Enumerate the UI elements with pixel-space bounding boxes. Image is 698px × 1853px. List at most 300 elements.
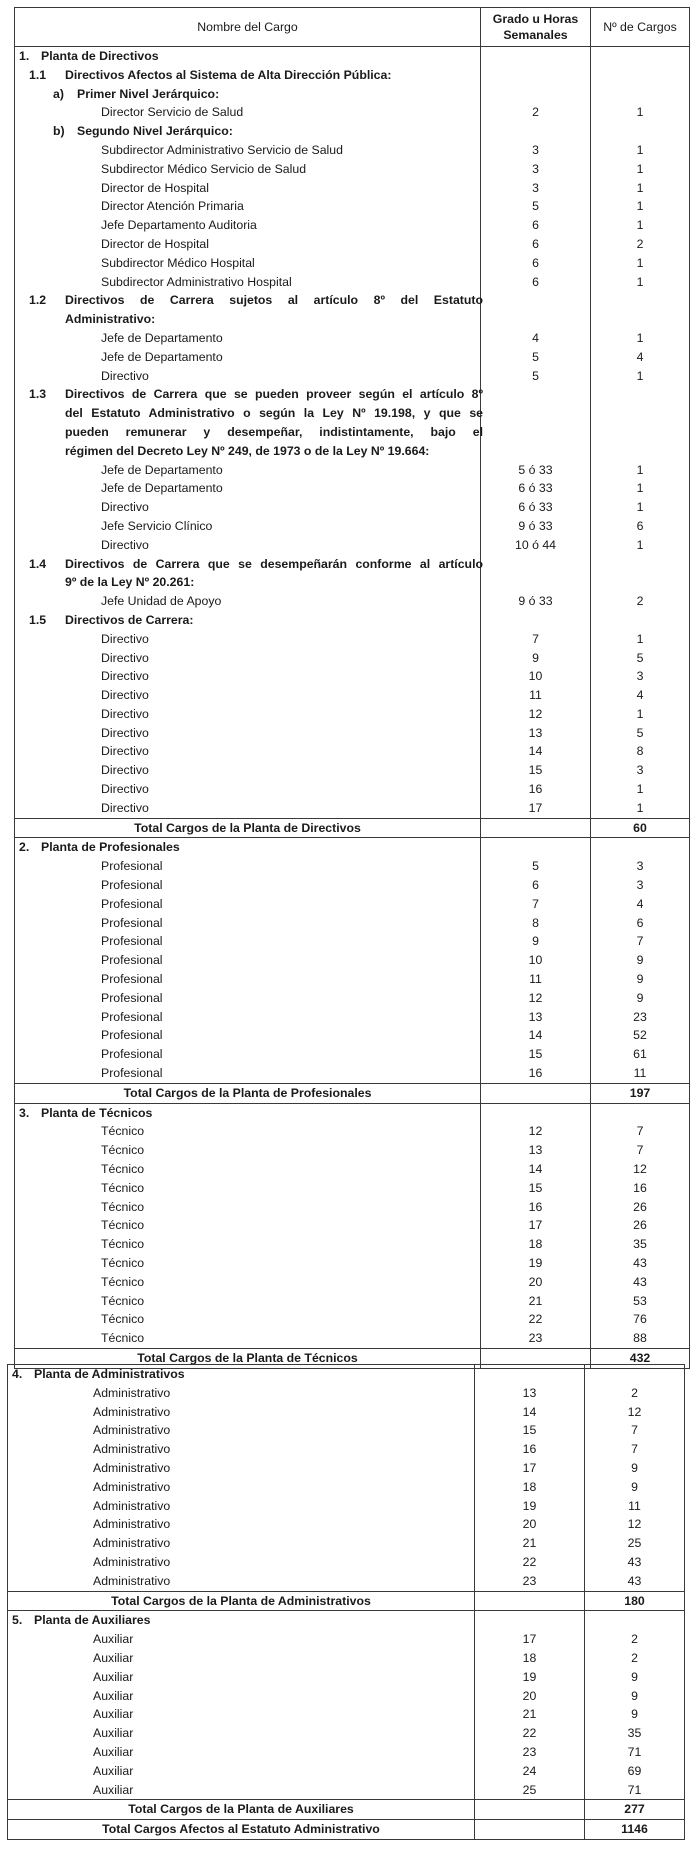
position-name: Técnico <box>15 1141 481 1160</box>
table-row <box>15 160 690 179</box>
position-count: 3 <box>591 667 690 686</box>
position-grade: 23 <box>481 1329 591 1348</box>
position-grade: 10 <box>481 951 591 970</box>
position-grade: 6 <box>481 254 591 273</box>
position-grade: 6 <box>481 235 591 254</box>
table-row <box>15 498 690 517</box>
section-heading-cell <box>15 838 481 857</box>
position-grade: 12 <box>481 989 591 1008</box>
position-name: Auxiliar <box>8 1630 475 1649</box>
table-row <box>15 1160 690 1179</box>
empty-count-cell <box>591 1103 690 1122</box>
position-grade: 9 <box>481 932 591 951</box>
table-row <box>15 914 690 933</box>
position-count: 61 <box>591 1045 690 1064</box>
position-grade: 20 <box>481 1273 591 1292</box>
table-row <box>15 329 690 348</box>
subsection-heading-cell <box>15 573 481 592</box>
table-row <box>15 742 690 761</box>
position-count: 1 <box>591 254 690 273</box>
position-grade: 3 <box>481 141 591 160</box>
position-count: 7 <box>591 1141 690 1160</box>
position-count: 1 <box>591 197 690 216</box>
position-count: 1 <box>591 160 690 179</box>
position-name: Administrativo <box>8 1440 475 1459</box>
position-count: 1 <box>591 479 690 498</box>
section-number: 2. <box>19 840 30 855</box>
empty-count-cell <box>585 1611 685 1630</box>
empty-count-cell <box>591 47 690 66</box>
table-row <box>8 1724 685 1743</box>
position-count: 2 <box>591 592 690 611</box>
position-name: Auxiliar <box>8 1781 475 1800</box>
table-row <box>8 1384 685 1403</box>
table-row <box>15 1292 690 1311</box>
total-label: Total Cargos de la Planta de Técnicos <box>15 1348 481 1368</box>
position-count: 43 <box>591 1273 690 1292</box>
position-name: Profesional <box>15 1064 481 1083</box>
empty-count-cell <box>591 385 690 404</box>
position-count: 43 <box>585 1572 685 1591</box>
position-grade: 22 <box>475 1553 585 1572</box>
table-row <box>8 1572 685 1591</box>
table-row <box>15 216 690 235</box>
table-body-part2 <box>8 1365 685 1840</box>
position-name: Jefe Servicio Clínico <box>15 517 481 536</box>
position-name: Jefe de Departamento <box>15 348 481 367</box>
empty-grade-cell <box>475 1800 585 1820</box>
total-value: 60 <box>591 818 690 838</box>
subsection-title-line: 9º de la Ley Nº 20.261: <box>65 575 195 590</box>
table-row <box>15 876 690 895</box>
position-name: Administrativo <box>8 1459 475 1478</box>
empty-count-cell <box>591 291 690 310</box>
position-name: Profesional <box>15 1026 481 1045</box>
table-row <box>15 761 690 780</box>
subsection-title-line: Directivos de Carrera sujetos al artículo 8º del Estatuto <box>65 293 483 308</box>
table-row <box>15 1329 690 1348</box>
empty-grade-cell <box>481 404 591 423</box>
table-row <box>15 536 690 555</box>
subsection-title-line: Directivos de Carrera que se desempeñarán conforme al artículo <box>65 556 483 571</box>
position-name: Profesional <box>15 951 481 970</box>
subsection-title: Directivos de Carrera: <box>65 612 194 627</box>
position-grade: 13 <box>481 1141 591 1160</box>
section-number: 3. <box>19 1105 30 1120</box>
position-grade: 2 <box>481 103 591 122</box>
table-row <box>15 705 690 724</box>
subsection-number: 1.1 <box>29 67 47 82</box>
section-heading-cell <box>8 1611 475 1630</box>
subsection-heading-cell <box>15 66 481 85</box>
subsection-1-3-heading <box>15 442 690 461</box>
level-b-heading <box>15 122 690 141</box>
table-row <box>15 1198 690 1217</box>
position-count: 9 <box>585 1687 685 1706</box>
position-grade: 3 <box>481 179 591 198</box>
table-row <box>8 1534 685 1553</box>
position-count: 3 <box>591 876 690 895</box>
position-name: Técnico <box>15 1198 481 1217</box>
subsection-title-line: del Estatuto Administrativo o según la Ley Nº 19.198, y que se <box>65 406 483 421</box>
position-grade: 22 <box>475 1724 585 1743</box>
position-count: 6 <box>591 914 690 933</box>
empty-count-cell <box>591 423 690 442</box>
position-name: Directivo <box>15 724 481 743</box>
position-grade: 14 <box>481 1026 591 1045</box>
table-row <box>15 592 690 611</box>
position-name: Auxiliar <box>8 1649 475 1668</box>
empty-grade-cell <box>481 1083 591 1103</box>
position-grade: 15 <box>481 1179 591 1198</box>
table-row <box>15 197 690 216</box>
total-auxiliares-row <box>8 1800 685 1820</box>
position-name: Auxiliar <box>8 1743 475 1762</box>
table-row <box>15 780 690 799</box>
position-name: Directivo <box>15 742 481 761</box>
position-name: Administrativo <box>8 1384 475 1403</box>
position-count: 7 <box>585 1440 685 1459</box>
position-grade: 23 <box>475 1743 585 1762</box>
table-row <box>15 1122 690 1141</box>
position-grade: 14 <box>475 1403 585 1422</box>
position-name: Técnico <box>15 1329 481 1348</box>
section-title: Planta de Administrativos <box>34 1367 185 1381</box>
position-name: Subdirector Administrativo Hospital <box>15 273 481 292</box>
position-count: 16 <box>591 1179 690 1198</box>
empty-count-cell <box>591 555 690 574</box>
section-1-heading <box>15 47 690 66</box>
position-grade: 8 <box>481 914 591 933</box>
position-name: Profesional <box>15 1045 481 1064</box>
position-name: Profesional <box>15 932 481 951</box>
position-count: 9 <box>585 1705 685 1724</box>
header-grado <box>481 8 591 47</box>
position-grade: 5 ó 33 <box>481 461 591 480</box>
position-count: 35 <box>591 1235 690 1254</box>
position-grade: 17 <box>475 1630 585 1649</box>
position-grade: 7 <box>481 895 591 914</box>
position-grade: 15 <box>481 1045 591 1064</box>
subsection-number: 1.3 <box>29 387 47 402</box>
position-name: Director de Hospital <box>15 179 481 198</box>
position-grade: 18 <box>475 1649 585 1668</box>
position-grade: 18 <box>475 1478 585 1497</box>
position-name: Administrativo <box>8 1553 475 1572</box>
position-name: Administrativo <box>8 1421 475 1440</box>
empty-grade-cell <box>481 555 591 574</box>
empty-grade-cell <box>481 385 591 404</box>
position-name: Jefe de Departamento <box>15 461 481 480</box>
table-header-row <box>15 8 690 47</box>
position-name: Profesional <box>15 876 481 895</box>
position-count: 11 <box>585 1497 685 1516</box>
position-name: Técnico <box>15 1122 481 1141</box>
table-row <box>15 517 690 536</box>
position-grade: 10 ó 44 <box>481 536 591 555</box>
level-heading-cell <box>15 85 481 104</box>
table-body-part1 <box>15 47 690 1369</box>
position-name: Subdirector Médico Servicio de Salud <box>15 160 481 179</box>
position-name: Profesional <box>15 989 481 1008</box>
position-grade: 13 <box>481 1008 591 1027</box>
position-count: 12 <box>585 1403 685 1422</box>
table-row <box>15 630 690 649</box>
level-heading-cell <box>15 122 481 141</box>
table-row <box>8 1553 685 1572</box>
position-name: Directivo <box>15 649 481 668</box>
position-name: Directivo <box>15 780 481 799</box>
table-row <box>8 1781 685 1800</box>
position-name: Profesional <box>15 914 481 933</box>
position-count: 12 <box>591 1160 690 1179</box>
position-count: 2 <box>585 1384 685 1403</box>
position-grade: 10 <box>481 667 591 686</box>
position-name: Técnico <box>15 1216 481 1235</box>
position-grade: 16 <box>481 1064 591 1083</box>
positions-table-part2 <box>7 1364 685 1840</box>
table-row <box>15 348 690 367</box>
total-label: Total Cargos de la Planta de Profesionales <box>15 1083 481 1103</box>
subsection-heading-cell <box>15 310 481 329</box>
table-row <box>8 1743 685 1762</box>
position-name: Profesional <box>15 970 481 989</box>
position-name: Técnico <box>15 1292 481 1311</box>
section-heading-cell <box>8 1365 475 1384</box>
section-4-heading <box>8 1365 685 1384</box>
position-count: 4 <box>591 686 690 705</box>
position-count: 43 <box>591 1254 690 1273</box>
table-row <box>8 1459 685 1478</box>
position-count: 8 <box>591 742 690 761</box>
table-row <box>8 1515 685 1534</box>
subsection-title-line: Administrativo: <box>65 312 156 327</box>
position-count: 35 <box>585 1724 685 1743</box>
section-number: 4. <box>12 1367 23 1381</box>
total-label: Total Cargos de la Planta de Directivos <box>15 818 481 838</box>
table-row <box>15 367 690 386</box>
position-name: Técnico <box>15 1235 481 1254</box>
total-label: Total Cargos Afectos al Estatuto Administrativo <box>8 1820 475 1840</box>
level-a-heading <box>15 85 690 104</box>
table-row <box>15 479 690 498</box>
position-count: 1 <box>591 367 690 386</box>
section-5-heading <box>8 1611 685 1630</box>
position-name: Profesional <box>15 857 481 876</box>
position-count: 9 <box>585 1459 685 1478</box>
position-count: 9 <box>591 989 690 1008</box>
position-name: Subdirector Administrativo Servicio de Salud <box>15 141 481 160</box>
subsection-title-line: Directivos de Carrera que se pueden proveer según el artículo 8º <box>65 387 483 402</box>
table-row <box>15 857 690 876</box>
section-title: Planta de Auxiliares <box>34 1613 151 1628</box>
total-value: 277 <box>585 1800 685 1820</box>
table-row <box>15 724 690 743</box>
position-grade: 20 <box>475 1515 585 1534</box>
position-grade: 25 <box>475 1781 585 1800</box>
position-name: Técnico <box>15 1179 481 1198</box>
position-count: 2 <box>591 235 690 254</box>
table-row <box>8 1478 685 1497</box>
subsection-1-3-heading <box>15 385 690 404</box>
position-count: 25 <box>585 1534 685 1553</box>
position-grade: 14 <box>481 742 591 761</box>
position-count: 88 <box>591 1329 690 1348</box>
table-row <box>8 1762 685 1781</box>
empty-grade-cell <box>481 423 591 442</box>
empty-count-cell <box>591 85 690 104</box>
position-grade: 12 <box>481 1122 591 1141</box>
position-count: 9 <box>591 970 690 989</box>
table-row <box>15 649 690 668</box>
position-name: Auxiliar <box>8 1705 475 1724</box>
position-count: 1 <box>591 705 690 724</box>
level-title: Primer Nivel Jerárquico: <box>77 86 220 101</box>
position-count: 1 <box>591 216 690 235</box>
table-row <box>15 141 690 160</box>
position-name: Técnico <box>15 1310 481 1329</box>
empty-grade-cell <box>475 1611 585 1630</box>
empty-count-cell <box>591 611 690 630</box>
table-row <box>15 970 690 989</box>
total-label: Total Cargos de la Planta de Administrativos <box>8 1591 475 1611</box>
position-count: 53 <box>591 1292 690 1311</box>
empty-grade-cell <box>481 573 591 592</box>
position-count: 1 <box>591 780 690 799</box>
subsection-title-line: pueden remunerar y desempeñar, indistintamente, bajo el <box>65 424 483 439</box>
position-grade: 5 <box>481 857 591 876</box>
table-row <box>15 103 690 122</box>
position-count: 7 <box>591 932 690 951</box>
position-name: Subdirector Médico Hospital <box>15 254 481 273</box>
table-row <box>15 932 690 951</box>
empty-grade-cell <box>481 611 591 630</box>
section-3-heading <box>15 1103 690 1122</box>
position-name: Auxiliar <box>8 1762 475 1781</box>
position-name: Administrativo <box>8 1478 475 1497</box>
position-count: 1 <box>591 329 690 348</box>
position-grade: 14 <box>481 1160 591 1179</box>
position-count: 7 <box>591 1122 690 1141</box>
subsection-heading-cell <box>15 423 481 442</box>
position-count: 4 <box>591 348 690 367</box>
positions-table-part1 <box>14 7 690 1369</box>
subsection-title: Directivos Afectos al Sistema de Alta Dirección Pública: <box>65 67 392 82</box>
position-count: 1 <box>591 498 690 517</box>
position-grade: 12 <box>481 705 591 724</box>
position-count: 6 <box>591 517 690 536</box>
table-row <box>8 1403 685 1422</box>
position-grade: 17 <box>481 799 591 818</box>
position-count: 3 <box>591 857 690 876</box>
position-grade: 18 <box>481 1235 591 1254</box>
position-name: Director Servicio de Salud <box>15 103 481 122</box>
position-name: Profesional <box>15 1008 481 1027</box>
position-grade: 3 <box>481 160 591 179</box>
position-grade: 6 <box>481 273 591 292</box>
position-grade: 19 <box>475 1668 585 1687</box>
position-grade: 5 <box>481 197 591 216</box>
empty-grade-cell <box>481 66 591 85</box>
position-count: 43 <box>585 1553 685 1572</box>
position-grade: 13 <box>475 1384 585 1403</box>
position-count: 9 <box>591 951 690 970</box>
subsection-1-2-heading <box>15 310 690 329</box>
table-row <box>15 1064 690 1083</box>
position-count: 26 <box>591 1216 690 1235</box>
position-grade: 24 <box>475 1762 585 1781</box>
subsection-heading-cell <box>15 291 481 310</box>
position-name: Técnico <box>15 1160 481 1179</box>
position-name: Administrativo <box>8 1572 475 1591</box>
table-row <box>15 254 690 273</box>
empty-grade-cell <box>481 818 591 838</box>
position-count: 9 <box>585 1668 685 1687</box>
position-name: Técnico <box>15 1273 481 1292</box>
position-grade: 7 <box>481 630 591 649</box>
empty-grade-cell <box>481 291 591 310</box>
position-grade: 17 <box>481 1216 591 1235</box>
position-grade: 9 ó 33 <box>481 517 591 536</box>
position-name: Directivo <box>15 761 481 780</box>
position-grade: 16 <box>475 1440 585 1459</box>
position-count: 1 <box>591 179 690 198</box>
subsection-heading-cell <box>15 404 481 423</box>
position-grade: 4 <box>481 329 591 348</box>
position-count: 69 <box>585 1762 685 1781</box>
position-count: 1 <box>591 141 690 160</box>
position-count: 2 <box>585 1649 685 1668</box>
position-grade: 16 <box>481 780 591 799</box>
position-grade: 6 ó 33 <box>481 498 591 517</box>
position-grade: 11 <box>481 686 591 705</box>
position-grade: 23 <box>475 1572 585 1591</box>
table-row <box>15 1179 690 1198</box>
total-value: 432 <box>591 1348 690 1368</box>
position-grade: 6 ó 33 <box>481 479 591 498</box>
table-row <box>15 686 690 705</box>
position-name: Administrativo <box>8 1534 475 1553</box>
header-n-cargos: Nº de Cargos <box>591 8 690 47</box>
empty-count-cell <box>591 310 690 329</box>
position-grade: 11 <box>481 970 591 989</box>
position-count: 12 <box>585 1515 685 1534</box>
position-grade: 9 <box>481 649 591 668</box>
position-count: 5 <box>591 649 690 668</box>
table-row <box>8 1421 685 1440</box>
position-name: Administrativo <box>8 1497 475 1516</box>
position-count: 26 <box>591 1198 690 1217</box>
position-count: 1 <box>591 103 690 122</box>
position-name: Jefe de Departamento <box>15 479 481 498</box>
position-count: 4 <box>591 895 690 914</box>
subsection-1-5-heading <box>15 611 690 630</box>
total-directivos-row <box>15 818 690 838</box>
empty-grade-cell <box>475 1365 585 1384</box>
position-name: Auxiliar <box>8 1687 475 1706</box>
position-name: Director Atención Primaria <box>15 197 481 216</box>
section-title: Planta de Técnicos <box>41 1105 153 1120</box>
table-row <box>15 1008 690 1027</box>
position-name: Directivo <box>15 667 481 686</box>
subsection-1-1-heading <box>15 66 690 85</box>
table-row <box>15 1045 690 1064</box>
position-name: Jefe de Departamento <box>15 329 481 348</box>
total-label: Total Cargos de la Planta de Auxiliares <box>8 1800 475 1820</box>
empty-count-cell <box>591 66 690 85</box>
subsection-1-3-heading <box>15 423 690 442</box>
table-row <box>15 895 690 914</box>
